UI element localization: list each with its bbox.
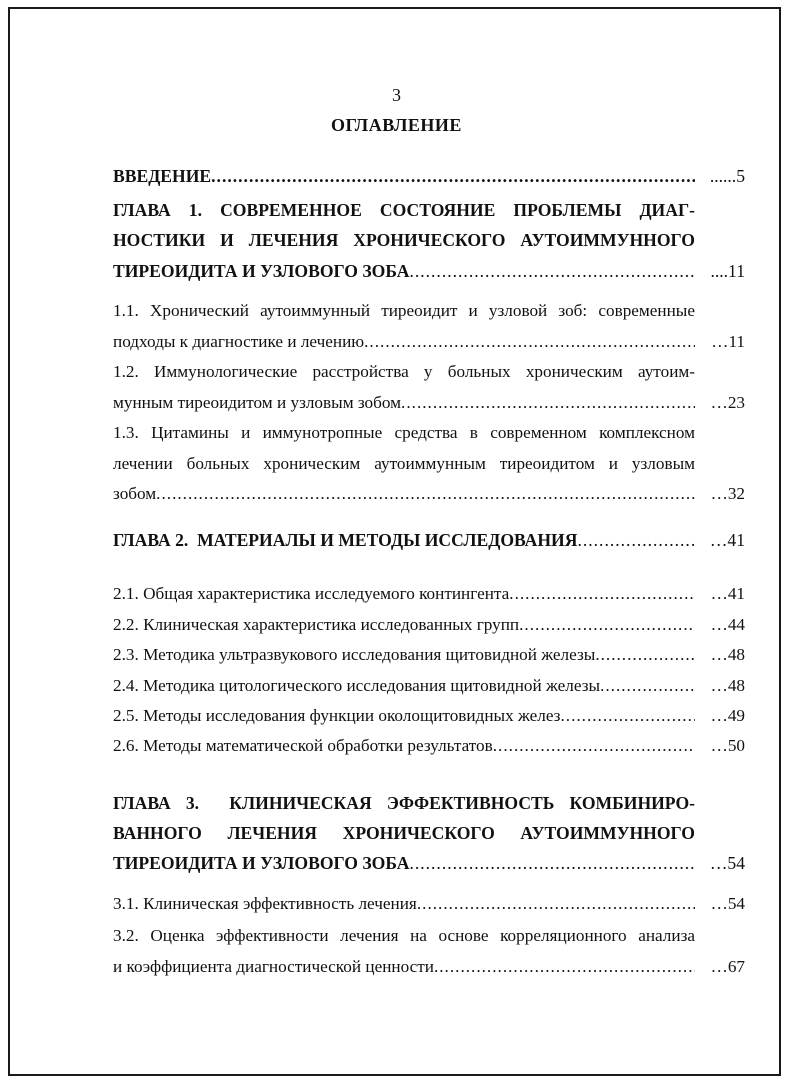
toc-entry-page: …48 [710, 645, 745, 664]
toc-entry-label: 2.6. Методы математической обработки результатов [113, 736, 493, 755]
toc-chapter-1-line-1[interactable] [113, 200, 745, 221]
toc-entry-label: НОСТИКИ И ЛЕЧЕНИЯ ХРОНИЧЕСКОГО АУТОИММУННОГО [113, 230, 695, 250]
toc-section-1-1-line-1[interactable] [113, 301, 745, 321]
toc-entry-page: …54 [709, 853, 745, 873]
toc-entry-label: ТИРЕОИДИТА И УЗЛОВОГО ЗОБА [113, 853, 410, 873]
toc-entry-label: 2.4. Методика цитологического исследования щитовидной железы [113, 676, 601, 695]
leader-dots [577, 530, 695, 551]
toc-section-1-3-line-1[interactable] [113, 423, 745, 443]
toc-section-1-1-line-2[interactable] [113, 332, 745, 352]
toc-section-3-2-line-1[interactable] [113, 926, 745, 946]
leader-dots [493, 736, 695, 756]
leader-dots [409, 261, 695, 282]
toc-entry-page: …23 [710, 393, 745, 412]
toc-entry-page: …48 [710, 676, 745, 695]
toc-chapter-1-line-2[interactable] [113, 230, 745, 251]
toc-entry-label: зобом [113, 484, 157, 503]
toc-entry-label: 3.1. Клиническая эффективность лечения [113, 894, 417, 913]
leader-dots [434, 957, 695, 977]
toc-section-2-4[interactable] [113, 676, 745, 696]
toc-chapter-1-line-3[interactable] [113, 261, 745, 282]
toc-entry-page: …11 [711, 332, 745, 351]
toc-section-3-1[interactable] [113, 894, 745, 914]
page-title: ОГЛАВЛЕНИЕ [331, 115, 462, 135]
toc-entry-page: …50 [710, 736, 745, 755]
toc-entry-intro[interactable] [113, 166, 745, 187]
toc-entry-label: 2.2. Клиническая характеристика исследованных групп [113, 615, 520, 634]
toc-entry-page: …41 [709, 530, 745, 550]
toc-entry-label: 3.2. Оценка эффективности лечения на основе корреляционного анализа [113, 926, 695, 945]
toc-section-2-3[interactable] [113, 645, 745, 665]
toc-entry-label: ВАННОГО ЛЕЧЕНИЯ ХРОНИЧЕСКОГО АУТОИММУННОГО [113, 823, 695, 843]
toc-entry-label: 1.2. Иммунологические расстройства у больных хроническим аутоим- [113, 362, 695, 381]
toc-section-1-2-line-2[interactable] [113, 393, 745, 413]
toc-entry-page: …49 [710, 706, 745, 725]
toc-entry-label: подходы к диагностике и лечению [113, 332, 365, 351]
toc-chapter-3-line-2[interactable] [113, 823, 745, 844]
toc-section-2-6[interactable] [113, 736, 745, 756]
toc-section-1-2-line-1[interactable] [113, 362, 745, 382]
toc-entry-label: 1.1. Хронический аутоиммунный тиреоидит и узловой зоб: современные [113, 301, 695, 320]
toc-entry-label: 1.3. Цитамины и иммунотропные средства в современном комплексном [113, 423, 695, 442]
toc-entry-label: ТИРЕОИДИТА И УЗЛОВОГО ЗОБА [113, 261, 410, 281]
toc-entry-page: …32 [710, 484, 745, 503]
toc-entry-label: и коэффициента диагностической ценности [113, 957, 434, 976]
toc-entry-label: ВВЕДЕНИЕ [113, 166, 212, 186]
leader-dots [595, 645, 695, 665]
toc-entry-label: ГЛАВА 2. МАТЕРИАЛЫ И МЕТОДЫ ИССЛЕДОВАНИЯ [113, 530, 578, 550]
toc-section-1-3-line-3[interactable] [113, 484, 745, 504]
toc-entry-label: 2.5. Методы исследования функции околощитовидных желез [113, 706, 561, 725]
toc-entry-page: …44 [710, 615, 745, 634]
toc-chapter-3-line-3[interactable] [113, 853, 745, 874]
toc-chapter-3-line-1[interactable] [113, 793, 745, 814]
toc-entry-label: мунным тиреоидитом и узловым зобом [113, 393, 402, 412]
leader-dots [417, 894, 695, 914]
leader-dots [211, 166, 695, 187]
toc-section-2-2[interactable] [113, 615, 745, 635]
leader-dots [364, 332, 695, 352]
toc-entry-page: …67 [710, 957, 745, 976]
toc-section-1-3-line-2[interactable] [113, 454, 745, 474]
toc-entry-label: ГЛАВА 1. СОВРЕМЕННОЕ СОСТОЯНИЕ ПРОБЛЕМЫ ДИАГ- [113, 200, 695, 220]
toc-entry-page: ......5 [709, 166, 745, 186]
toc-section-2-1[interactable] [113, 584, 745, 604]
toc-section-2-5[interactable] [113, 706, 745, 726]
toc-entry-page: …41 [710, 584, 745, 603]
leader-dots [156, 484, 695, 504]
page-number: 3 [392, 85, 401, 105]
toc-chapter-2[interactable] [113, 530, 745, 551]
toc-entry-page: ....11 [710, 261, 745, 281]
toc-entry-label: ГЛАВА 3. КЛИНИЧЕСКАЯ ЭФФЕКТИВНОСТЬ КОМБИНИРО- [113, 793, 695, 813]
leader-dots [560, 706, 695, 726]
toc-section-3-2-line-2[interactable] [113, 957, 745, 977]
leader-dots [600, 676, 695, 696]
leader-dots [519, 615, 695, 635]
toc-entry-label: лечении больных хроническим аутоиммунным тиреоидитом и узловым [113, 454, 695, 473]
toc-entry-label: 2.3. Методика ультразвукового исследования щитовидной железы [113, 645, 596, 664]
leader-dots [409, 853, 695, 874]
leader-dots [401, 393, 695, 413]
toc-entry-page: …54 [710, 894, 745, 913]
leader-dots [509, 584, 695, 604]
toc-entry-label: 2.1. Общая характеристика исследуемого контингента [113, 584, 510, 603]
